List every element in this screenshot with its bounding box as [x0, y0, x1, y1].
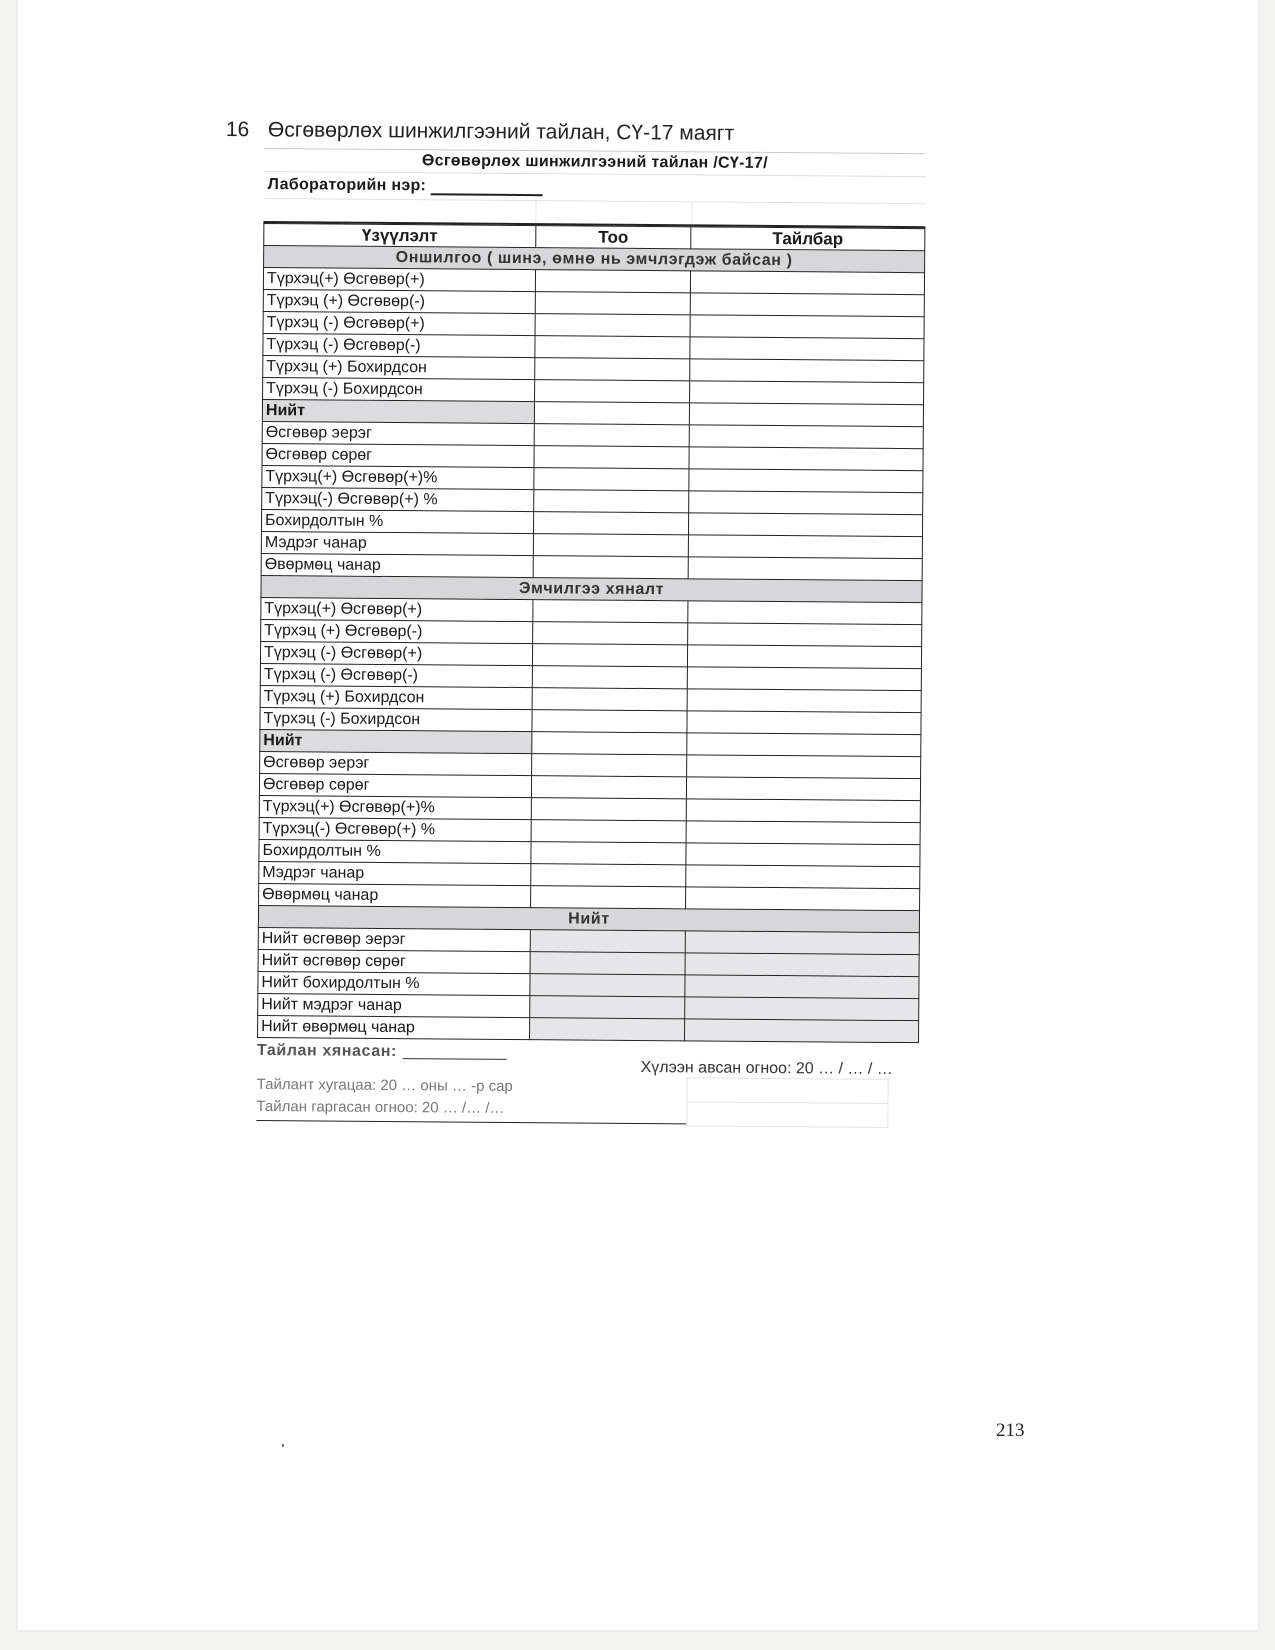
- row-label: Түрхэц (+) Бохирдсон: [260, 685, 532, 709]
- note-cell[interactable]: [689, 491, 923, 515]
- note-cell[interactable]: [685, 1019, 919, 1043]
- row-label: Өсгөвөр сөрөг: [262, 443, 534, 467]
- row-label: Түрхэц (+) Өсгөвөр(-): [261, 619, 533, 643]
- row-label: Түрхэц (-) Өсгөвөр(+): [260, 641, 532, 665]
- count-cell[interactable]: [530, 974, 685, 997]
- note-cell[interactable]: [685, 997, 919, 1021]
- row-label: Түрхэц (+) Бохирдсон: [263, 355, 535, 379]
- report-checked-label: Тайлан хянасан:: [256, 1041, 398, 1061]
- count-cell[interactable]: [534, 490, 689, 513]
- row-label: Өвөрмөц чанар: [259, 883, 531, 907]
- count-cell[interactable]: [532, 710, 687, 733]
- note-cell[interactable]: [685, 975, 919, 999]
- row-label: Нийт: [262, 399, 534, 423]
- count-cell[interactable]: [533, 622, 688, 645]
- row-label: Нийт өвөрмөц чанар: [258, 1015, 530, 1039]
- row-label: Өсгөвөр эерэг: [262, 421, 534, 445]
- row-label: Түрхэц(-) Өсгөвөр(+) %: [259, 817, 531, 841]
- column-header-note: Тайлбар: [691, 227, 925, 251]
- count-cell[interactable]: [535, 336, 690, 359]
- form-footer: [256, 1038, 919, 1129]
- lab-name-field[interactable]: [430, 177, 542, 196]
- row-label: Түрхэц(+) Өсгөвөр(+)%: [259, 795, 531, 819]
- row-label: Түрхэц (-) Өсгөвөр(-): [263, 333, 535, 357]
- count-cell[interactable]: [531, 776, 686, 799]
- footer-faint-grid: [686, 1077, 888, 1128]
- row-label: Түрхэц (-) Бохирдсон: [263, 377, 535, 401]
- note-cell[interactable]: [689, 447, 923, 471]
- row-label: Өсгөвөр сөрөг: [259, 773, 531, 797]
- row-label: Нийт өсгөвөр сөрөг: [258, 949, 530, 973]
- note-cell[interactable]: [690, 271, 924, 295]
- note-cell[interactable]: [689, 425, 923, 449]
- row-label: Түрхэц (-) Өсгөвөр(+): [263, 311, 535, 335]
- note-cell[interactable]: [685, 931, 919, 955]
- section-diagnosis-title: Оншилгоо ( шинэ, өмнө нь эмчлэгдэж байсан ): [264, 246, 925, 273]
- column-header-indicator: Үзүүлэлт: [264, 224, 536, 248]
- report-checked-line: [257, 1042, 507, 1062]
- count-cell[interactable]: [533, 534, 688, 557]
- count-cell[interactable]: [534, 424, 689, 447]
- row-label: Нийт өсгөвөр эерэг: [258, 927, 530, 951]
- section-totals-title: Нийт: [258, 905, 919, 932]
- count-cell[interactable]: [535, 358, 690, 381]
- report-period: Тайлант хугацаа: 20 … оны … -р сар: [256, 1075, 513, 1095]
- row-label: Түрхэц(-) Өсгөвөр(+) %: [262, 487, 534, 511]
- note-cell[interactable]: [687, 667, 921, 691]
- section-number: 16: [225, 118, 250, 142]
- footer-underline: [256, 1120, 686, 1124]
- note-cell[interactable]: [686, 821, 920, 845]
- report-form: [256, 148, 926, 1129]
- row-label: Мэдрэг чанар: [259, 861, 531, 885]
- page-number: 213: [996, 1420, 1025, 1441]
- note-cell[interactable]: [687, 711, 921, 735]
- note-cell[interactable]: [685, 953, 919, 977]
- row-label: Түрхэц(+) Өсгөвөр(+): [261, 597, 533, 621]
- note-cell[interactable]: [690, 337, 924, 361]
- note-cell[interactable]: [686, 843, 920, 867]
- note-cell[interactable]: [688, 623, 922, 647]
- section-treatment-monitoring-title: Эмчилгээ хяналт: [261, 575, 922, 602]
- row-label: Бохирдолтын %: [261, 509, 533, 533]
- row-label: Мэдрэг чанар: [261, 531, 533, 555]
- note-cell[interactable]: [686, 865, 920, 889]
- count-cell[interactable]: [534, 468, 689, 491]
- count-cell[interactable]: [531, 798, 686, 821]
- row-label: Нийт: [260, 729, 532, 753]
- note-cell[interactable]: [686, 777, 920, 801]
- row-label: Түрхэц(+) Өсгөвөр(+)%: [262, 465, 534, 489]
- note-cell[interactable]: [688, 601, 922, 625]
- note-cell[interactable]: [688, 513, 922, 537]
- count-cell[interactable]: [533, 556, 688, 579]
- count-cell[interactable]: [532, 732, 687, 755]
- section-heading-text: Өсгөвөрлөх шинжилгээний тайлан, СҮ-17 маягт: [267, 118, 735, 145]
- count-cell[interactable]: [530, 952, 685, 975]
- section-heading: [226, 118, 734, 146]
- note-cell[interactable]: [687, 733, 921, 757]
- count-cell[interactable]: [535, 270, 690, 293]
- count-cell[interactable]: [534, 446, 689, 469]
- count-cell[interactable]: [532, 688, 687, 711]
- received-date: Хүлээн авсан огноо: 20 … / … / …: [640, 1058, 893, 1078]
- note-cell[interactable]: [690, 315, 924, 339]
- note-cell[interactable]: [687, 645, 921, 669]
- issued-date: Тайлан гаргасан огноо: 20 … /… /…: [256, 1097, 505, 1117]
- note-cell[interactable]: [687, 755, 921, 779]
- count-cell[interactable]: [535, 292, 690, 315]
- row-label: Түрхэц (+) Өсгөвөр(-): [263, 289, 535, 313]
- count-cell[interactable]: [534, 402, 689, 425]
- row-label: Өсгөвөр эерэг: [260, 751, 532, 775]
- count-cell[interactable]: [532, 644, 687, 667]
- count-cell[interactable]: [533, 600, 688, 623]
- note-cell[interactable]: [690, 293, 924, 317]
- note-cell[interactable]: [688, 557, 922, 581]
- row-label: Нийт мэдрэг чанар: [258, 993, 530, 1017]
- count-cell[interactable]: [535, 314, 690, 337]
- count-cell[interactable]: [532, 754, 687, 777]
- row-label: Түрхэц(+) Өсгөвөр(+): [263, 268, 535, 292]
- note-cell[interactable]: [687, 689, 921, 713]
- count-cell[interactable]: [530, 996, 685, 1019]
- count-cell[interactable]: [533, 512, 688, 535]
- note-cell[interactable]: [686, 887, 920, 911]
- note-cell[interactable]: [688, 535, 922, 559]
- form-title: Өсгөвөрлөх шинжилгээний тайлан /СҮ-17/: [264, 148, 926, 177]
- scan-speck: [282, 1444, 284, 1447]
- note-cell[interactable]: [689, 403, 923, 427]
- note-cell[interactable]: [690, 381, 924, 405]
- document-page: [18, 0, 1258, 1630]
- count-cell[interactable]: [530, 930, 685, 953]
- note-cell[interactable]: [686, 799, 920, 823]
- count-cell[interactable]: [530, 1018, 685, 1041]
- count-cell[interactable]: [535, 380, 690, 403]
- count-cell[interactable]: [531, 864, 686, 887]
- row-label: Нийт бохирдолтын %: [258, 971, 530, 995]
- row-label: Түрхэц (-) Бохирдсон: [260, 707, 532, 731]
- row-label: Бохирдолтын %: [259, 839, 531, 863]
- row-label: Түрхэц (-) Өсгөвөр(-): [260, 663, 532, 687]
- note-cell[interactable]: [690, 359, 924, 383]
- column-header-count: Тоо: [536, 226, 691, 249]
- report-table: [257, 223, 925, 1043]
- report-checked-field[interactable]: [403, 1044, 507, 1060]
- count-cell[interactable]: [531, 820, 686, 843]
- count-cell[interactable]: [531, 886, 686, 909]
- count-cell[interactable]: [531, 842, 686, 865]
- row-label: Өвөрмөц чанар: [261, 553, 533, 577]
- count-cell[interactable]: [532, 666, 687, 689]
- note-cell[interactable]: [689, 469, 923, 493]
- lab-name-label: Лабораторийн нэр:: [267, 176, 427, 195]
